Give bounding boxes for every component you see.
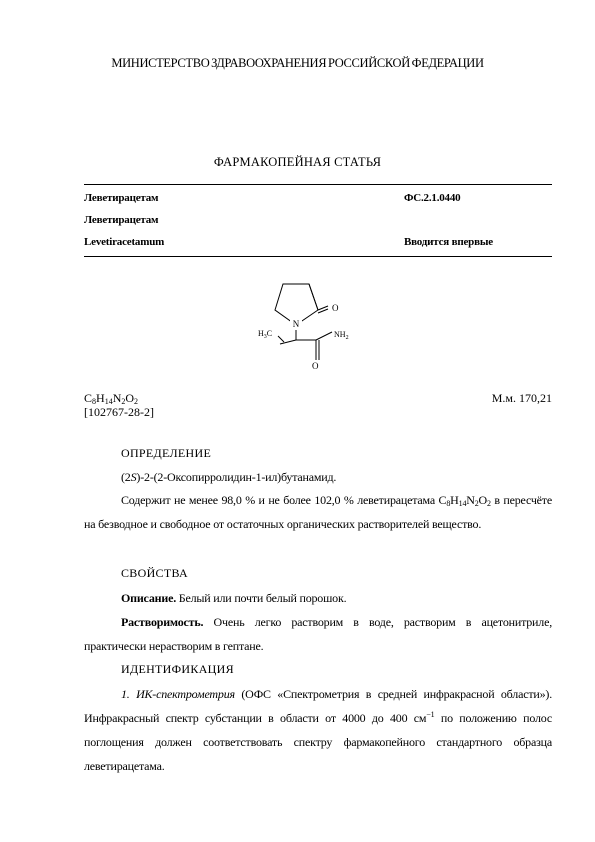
ethyl-ch3-bond xyxy=(278,336,284,342)
section-identification-title: ИДЕНТИФИКАЦИЯ xyxy=(121,662,234,676)
description-line: Описание. Белый или почти белый порошок. xyxy=(121,591,347,605)
amide-o-atom-label: O xyxy=(312,361,319,371)
ring-bond-hidden xyxy=(309,283,313,284)
definition-content-paragraph: Содержит не менее 98,0 % и не более 102,0 % леветирацетама $C_8H_{14}N_2O_2$ в пересчёте на безводное и свободное от остаточных органических растворителей вещество. xyxy=(84,493,552,531)
name-ru-secondary: Леветирацетам xyxy=(84,214,159,226)
ch3-label: $H_3C$ xyxy=(258,329,273,340)
monograph-code: ФС.2.1.0440 xyxy=(404,192,461,204)
section-definition-title: ОПРЕДЕЛЕНИЕ xyxy=(121,446,212,460)
document-type-title: ФАРМАКОПЕЙНАЯ СТАТЬЯ xyxy=(213,155,382,169)
molecular-formula: $C_8H_{14}N_2O_2$ xyxy=(84,391,139,406)
section-properties-title: СВОЙСТВА xyxy=(121,566,188,580)
nh2-label: $NH_2$ xyxy=(334,330,349,341)
amide-to-nh2-bond xyxy=(316,332,332,340)
ministry-title: МИНИСТЕРСТВО ЗДРАВООХРАНЕНИЯ РОССИЙСКОЙ ФЕДЕРАЦИИ xyxy=(111,56,484,70)
o-atom-label: O xyxy=(332,303,339,313)
name-latin: Levetiracetamum xyxy=(84,236,165,248)
header-rule-bottom xyxy=(84,256,552,257)
solubility-paragraph: Растворимость. Очень легко растворим в воде, растворим в ацетонитриле, практически нерастворим в гептане. xyxy=(84,615,552,653)
n-atom-label: N xyxy=(292,319,300,329)
structural-formula xyxy=(250,270,360,380)
name-ru-primary: Леветирацетам xyxy=(84,192,159,204)
molecular-weight: М.м. 170,21 xyxy=(491,391,552,405)
header-rule-top xyxy=(84,184,552,185)
introduction-status: Вводится впервые xyxy=(404,236,493,248)
cas-number: [102767-28-2] xyxy=(84,405,154,419)
ir-spectrometry-paragraph: 1. ИК-спектрометрия (ОФС «Спектрометрия в средней инфракрасной области»). Инфракрасный спектр субстанции в области от 4000 до 400 $см^{-1}$ по положению полос поглощения должен соответствовать спектру фармакопейного стандартного образца леветирацетама. xyxy=(84,687,552,773)
definition-iupac-name: (2S)-2-(2-Оксопирролидин-1-ил)бутанамид. xyxy=(121,470,337,484)
